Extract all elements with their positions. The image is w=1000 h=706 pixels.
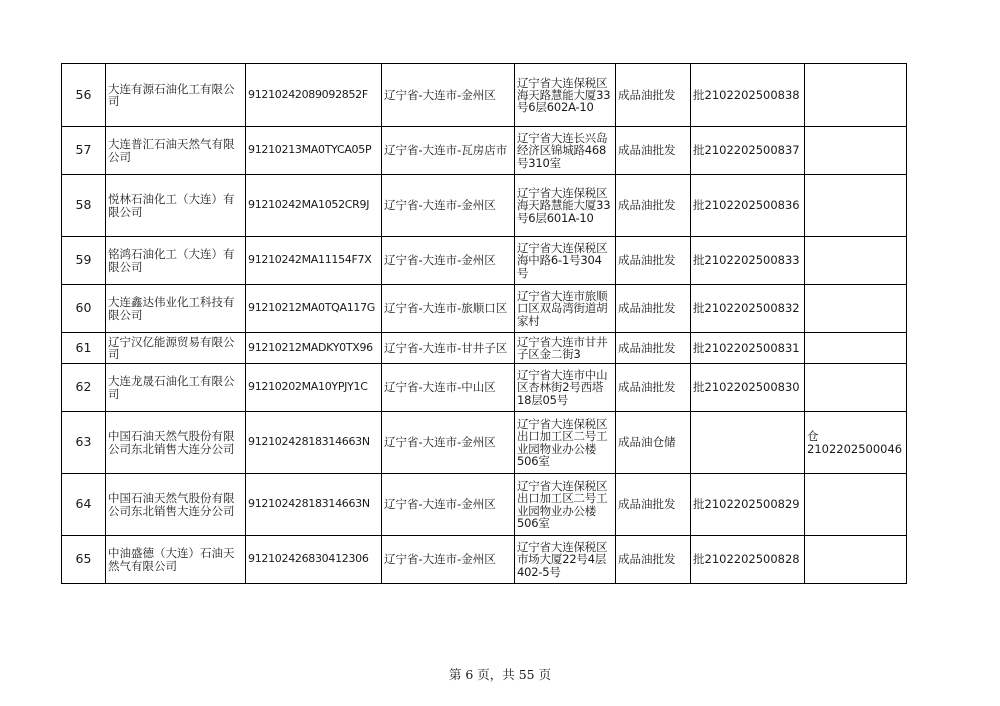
company-name-cell: 中国石油天然气股份有限公司东北销售大连分公司 xyxy=(106,474,246,536)
company-name-cell: 大连有源石油化工有限公司 xyxy=(106,64,246,127)
region-cell: 辽宁省-大连市-中山区 xyxy=(382,364,515,412)
credit-code-cell: 91210242089092852F xyxy=(246,64,382,127)
storage-license-cell xyxy=(805,474,907,536)
table-body xyxy=(62,64,907,584)
company-name-cell: 悦林石油化工（大连）有限公司 xyxy=(106,175,246,237)
table-row xyxy=(62,364,907,412)
row-number-cell: 63 xyxy=(62,412,106,474)
business-type-cell: 成品油批发 xyxy=(616,364,691,412)
row-number-cell: 59 xyxy=(62,237,106,285)
business-type-cell: 成品油批发 xyxy=(616,127,691,175)
storage-license-cell: 仓2102202500046 xyxy=(805,412,907,474)
business-type-cell: 成品油仓储 xyxy=(616,412,691,474)
table-row xyxy=(62,474,907,536)
address-cell: 辽宁省大连保税区海天路慧能大厦33号6层602A-10 xyxy=(515,64,616,127)
wholesale-license-cell: 批2102202500837 xyxy=(691,127,805,175)
row-number-cell: 60 xyxy=(62,285,106,333)
business-type-cell: 成品油批发 xyxy=(616,474,691,536)
table-row xyxy=(62,412,907,474)
credit-code-cell: 91210213MA0TYCA05P xyxy=(246,127,382,175)
table-row xyxy=(62,333,907,364)
region-cell: 辽宁省-大连市-金州区 xyxy=(382,175,515,237)
business-type-cell: 成品油批发 xyxy=(616,285,691,333)
wholesale-license-cell: 批2102202500832 xyxy=(691,285,805,333)
storage-license-cell xyxy=(805,237,907,285)
address-cell: 辽宁省大连保税区海中路6-1号304号 xyxy=(515,237,616,285)
address-cell: 辽宁省大连市甘井子区金二街3 xyxy=(515,333,616,364)
address-cell: 辽宁省大连长兴岛经济区锦城路468号310室 xyxy=(515,127,616,175)
business-type-cell: 成品油批发 xyxy=(616,175,691,237)
address-cell: 辽宁省大连保税区市场大厦22号4层402-5号 xyxy=(515,536,616,584)
credit-code-cell: 91210242MA1052CR9J xyxy=(246,175,382,237)
company-name-cell: 铭鸿石油化工（大连）有限公司 xyxy=(106,237,246,285)
business-type-cell: 成品油批发 xyxy=(616,536,691,584)
address-cell: 辽宁省大连市中山区杏林街2号西塔18层05号 xyxy=(515,364,616,412)
address-cell: 辽宁省大连保税区出口加工区二号工业园物业办公楼506室 xyxy=(515,474,616,536)
region-cell: 辽宁省-大连市-金州区 xyxy=(382,474,515,536)
credit-code-cell: 91210202MA10YPJY1C xyxy=(246,364,382,412)
credit-code-cell: 91210242818314663N xyxy=(246,412,382,474)
storage-license-cell xyxy=(805,64,907,127)
business-type-cell: 成品油批发 xyxy=(616,237,691,285)
company-name-cell: 大连普汇石油天然气有限公司 xyxy=(106,127,246,175)
page-footer: 第 6 页，共 55 页 xyxy=(448,667,552,682)
region-cell: 辽宁省-大连市-金州区 xyxy=(382,64,515,127)
wholesale-license-cell: 批2102202500828 xyxy=(691,536,805,584)
region-cell: 辽宁省-大连市-金州区 xyxy=(382,536,515,584)
business-type-cell: 成品油批发 xyxy=(616,333,691,364)
region-cell: 辽宁省-大连市-金州区 xyxy=(382,412,515,474)
company-name-cell: 辽宁汉亿能源贸易有限公司 xyxy=(106,333,246,364)
wholesale-license-cell: 批2102202500830 xyxy=(691,364,805,412)
region-cell: 辽宁省-大连市-甘井子区 xyxy=(382,333,515,364)
row-number-cell: 64 xyxy=(62,474,106,536)
wholesale-license-cell: 批2102202500829 xyxy=(691,474,805,536)
wholesale-license-cell: 批2102202500838 xyxy=(691,64,805,127)
credit-code-cell: 91210212MA0TQA117G xyxy=(246,285,382,333)
region-cell: 辽宁省-大连市-旅顺口区 xyxy=(382,285,515,333)
company-name-cell: 大连龙晟石油化工有限公司 xyxy=(106,364,246,412)
table-row xyxy=(62,64,907,127)
storage-license-cell xyxy=(805,127,907,175)
row-number-cell: 56 xyxy=(62,64,106,127)
company-name-cell: 大连鑫达伟业化工科技有限公司 xyxy=(106,285,246,333)
storage-license-cell xyxy=(805,364,907,412)
credit-code-cell: 91210242818314663N xyxy=(246,474,382,536)
row-number-cell: 62 xyxy=(62,364,106,412)
table-row xyxy=(62,237,907,285)
table-row xyxy=(62,175,907,237)
storage-license-cell xyxy=(805,333,907,364)
row-number-cell: 57 xyxy=(62,127,106,175)
company-name-cell: 中油盛德（大连）石油天然气有限公司 xyxy=(106,536,246,584)
region-cell: 辽宁省-大连市-瓦房店市 xyxy=(382,127,515,175)
wholesale-license-cell: 批2102202500833 xyxy=(691,237,805,285)
credit-code-cell: 912102426830412306 xyxy=(246,536,382,584)
wholesale-license-cell xyxy=(691,412,805,474)
credit-code-cell: 91210212MADKY0TX96 xyxy=(246,333,382,364)
license-table xyxy=(61,63,907,584)
row-number-cell: 65 xyxy=(62,536,106,584)
table-row xyxy=(62,285,907,333)
storage-license-cell xyxy=(805,536,907,584)
credit-code-cell: 91210242MA11154F7X xyxy=(246,237,382,285)
row-number-cell: 58 xyxy=(62,175,106,237)
table-row xyxy=(62,127,907,175)
region-cell: 辽宁省-大连市-金州区 xyxy=(382,237,515,285)
company-name-cell: 中国石油天然气股份有限公司东北销售大连分公司 xyxy=(106,412,246,474)
wholesale-license-cell: 批2102202500836 xyxy=(691,175,805,237)
address-cell: 辽宁省大连保税区出口加工区二号工业园物业办公楼506室 xyxy=(515,412,616,474)
business-type-cell: 成品油批发 xyxy=(616,64,691,127)
wholesale-license-cell: 批2102202500831 xyxy=(691,333,805,364)
address-cell: 辽宁省大连保税区海天路慧能大厦33号6层601A-10 xyxy=(515,175,616,237)
row-number-cell: 61 xyxy=(62,333,106,364)
table-row xyxy=(62,536,907,584)
address-cell: 辽宁省大连市旅顺口区双岛湾街道胡家村 xyxy=(515,285,616,333)
storage-license-cell xyxy=(805,175,907,237)
storage-license-cell xyxy=(805,285,907,333)
